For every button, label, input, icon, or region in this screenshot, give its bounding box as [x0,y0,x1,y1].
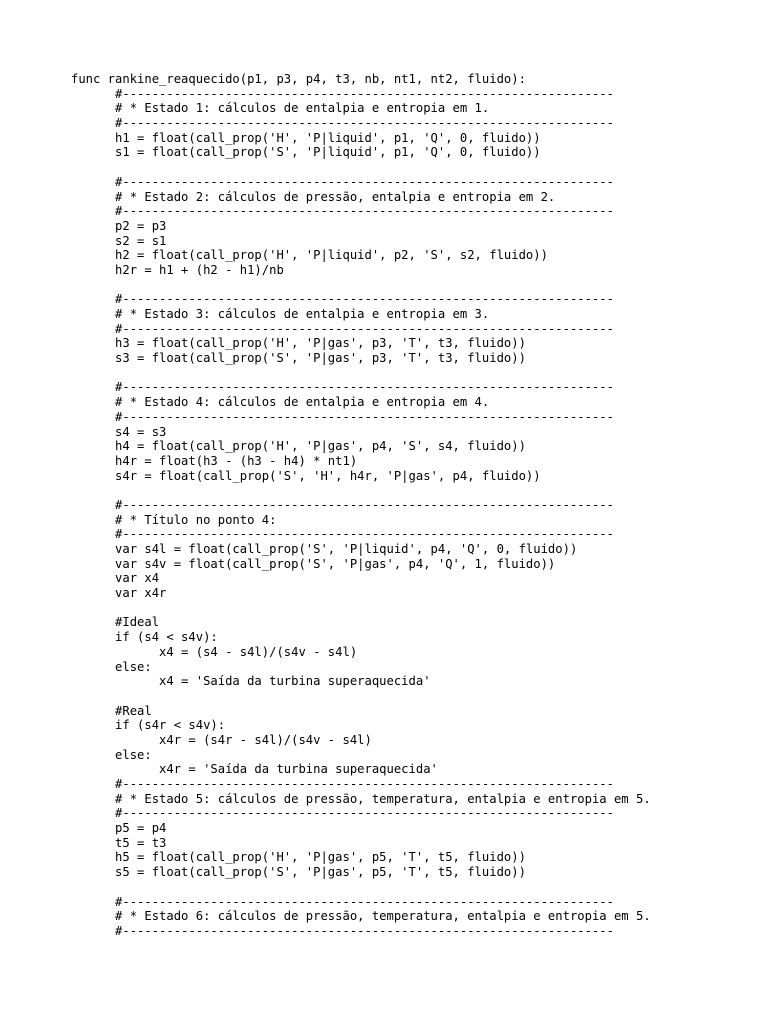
code-line: x4r = 'Saída da turbina superaquecida' [71,762,438,777]
code-line: h3 = float(call_prop('H', 'P|gas', p3, 'T', t3, fluido)) [71,336,526,351]
code-line [71,689,651,704]
code-line: # * Estado 4: cálculos de entalpia e entropia em 4. [71,395,490,410]
code-line: x4 = (s4 - s4l)/(s4v - s4l) [71,644,358,659]
code-line: # * Estado 1: cálculos de entalpia e entropia em 1. [71,101,490,116]
code-line [71,601,651,616]
code-line: s1 = float(call_prop('S', 'P|liquid', p1, 'Q', 0, fluido)) [71,145,541,160]
code-line: h2 = float(call_prop('H', 'P|liquid', p2, 'S', s2, fluido)) [71,248,548,263]
code-line: #------------------------------------------------------------------- [71,321,614,336]
code-line: #------------------------------------------------------------------- [71,116,614,131]
code-line: #------------------------------------------------------------------- [71,204,614,219]
code-line: h5 = float(call_prop('H', 'P|gas', p5, 'T', t5, fluido)) [71,850,526,865]
code-line: h2r = h1 + (h2 - h1)/nb [71,262,284,277]
code-line: #------------------------------------------------------------------- [71,174,614,189]
code-line [71,278,651,293]
code-line: s4 = s3 [71,424,167,439]
code-line: h1 = float(call_prop('H', 'P|liquid', p1, 'Q', 0, fluido)) [71,130,541,145]
code-line: var x4r [71,586,167,601]
code-listing [71,72,651,939]
code-line: var s4v = float(call_prop('S', 'P|gas', p4, 'Q', 1, fluido)) [71,556,556,571]
code-line: #------------------------------------------------------------------- [71,86,614,101]
code-line [71,366,651,381]
code-line: #------------------------------------------------------------------- [71,806,614,821]
code-line: #------------------------------------------------------------------- [71,497,614,512]
code-line: #------------------------------------------------------------------- [71,527,614,542]
code-line: func rankine_reaquecido(p1, p3, p4, t3, nb, nt1, nt2, fluido): [71,72,526,86]
code-line: var s4l = float(call_prop('S', 'P|liquid', p4, 'Q', 0, fluido)) [71,542,578,556]
code-line: s5 = float(call_prop('S', 'P|gas', p5, 'T', t5, fluido)) [71,865,526,880]
code-line: var x4 [71,571,160,586]
code-line: x4 = 'Saída da turbina superaquecida' [71,674,431,689]
code-line: # * Título no ponto 4: [71,512,277,527]
code-line: #------------------------------------------------------------------- [71,292,614,307]
code-line: #------------------------------------------------------------------- [71,923,614,938]
code-line: # * Estado 2: cálculos de pressão, entalpia e entropia em 2. [71,189,556,204]
code-line: else: [71,659,152,674]
code-line: p2 = p3 [71,218,167,233]
code-line [71,160,651,175]
code-line: if (s4 < s4v): [71,630,218,645]
code-line: #------------------------------------------------------------------- [71,380,614,395]
code-line [71,880,651,895]
code-line: p5 = p4 [71,821,167,836]
code-line [71,483,651,498]
code-line: s3 = float(call_prop('S', 'P|gas', p3, 'T', t3, fluido)) [71,351,526,366]
code-line: s2 = s1 [71,233,167,248]
code-line: s4r = float(call_prop('S', 'H', h4r, 'P|gas', p4, fluido)) [71,468,541,483]
code-line: else: [71,747,152,762]
code-line: x4r = (s4r - s4l)/(s4v - s4l) [71,732,372,747]
code-line: # * Estado 6: cálculos de pressão, temperatura, entalpia e entropia em 5. [71,909,651,924]
code-line: #Ideal [71,615,160,630]
code-line: if (s4r < s4v): [71,718,226,733]
code-line: t5 = t3 [71,835,167,850]
code-line: h4r = float(h3 - (h3 - h4) * nt1) [71,453,358,468]
code-line: # * Estado 3: cálculos de entalpia e entropia em 3. [71,307,490,321]
code-line: #------------------------------------------------------------------- [71,894,614,909]
code-line: h4 = float(call_prop('H', 'P|gas', p4, 'S', s4, fluido)) [71,439,526,454]
code-line: #------------------------------------------------------------------- [71,777,614,791]
code-line: #Real [71,703,152,718]
code-line: # * Estado 5: cálculos de pressão, temperatura, entalpia e entropia em 5. [71,791,651,806]
code-line: #------------------------------------------------------------------- [71,409,614,424]
